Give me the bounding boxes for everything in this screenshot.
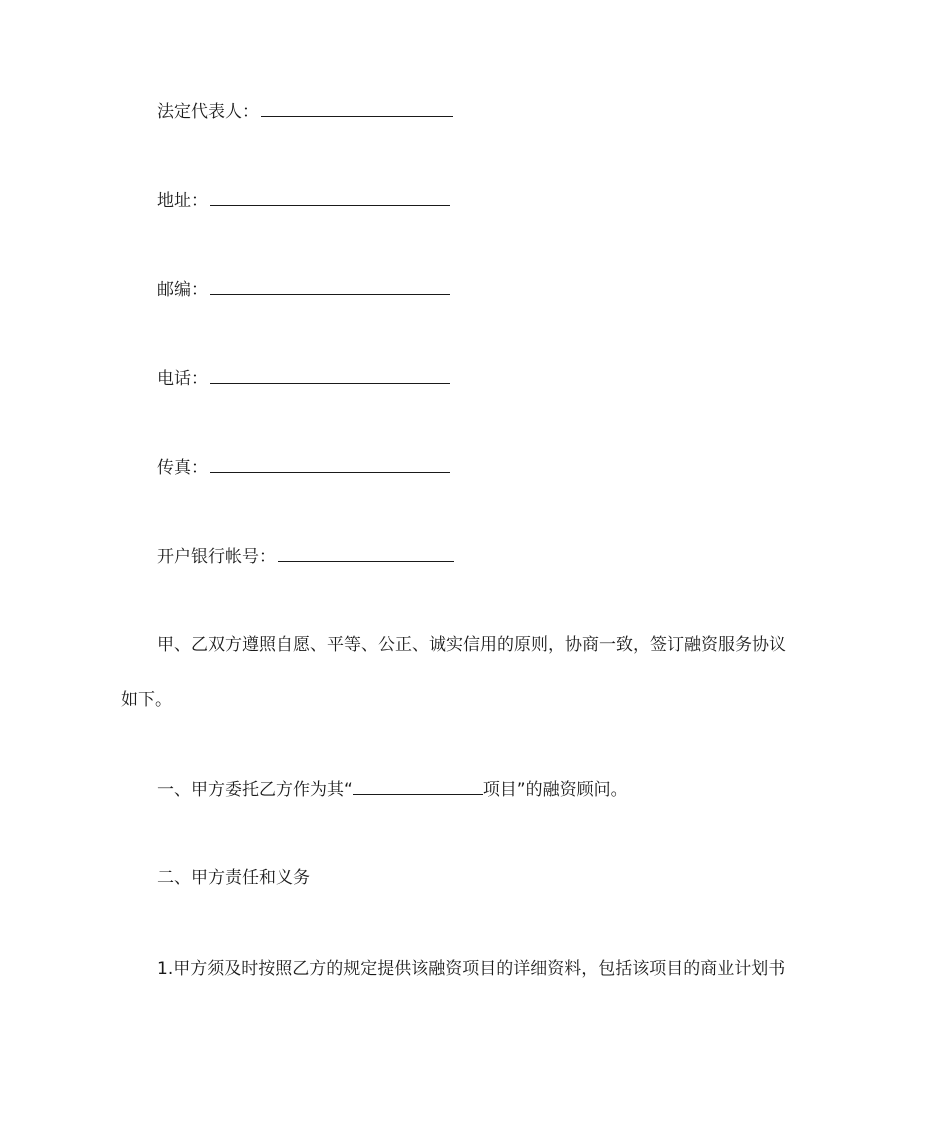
legal-rep-label: 法定代表人： [157, 102, 259, 122]
intro-paragraph-line-2: 如下。 [121, 690, 172, 710]
address-field [157, 188, 450, 213]
fax-field [157, 455, 450, 480]
clause-1-text-after: 项目”的融资顾问。 [482, 780, 628, 800]
postcode-label: 邮编： [157, 280, 208, 300]
legal-rep-field [157, 99, 453, 124]
bank-account-field [157, 544, 454, 569]
address-label: 地址： [157, 191, 208, 211]
address-blank [210, 188, 450, 206]
item-1-text: 1.甲方须及时按照乙方的规定提供该融资项目的详细资料，包括该项目的商业计划书 [157, 959, 786, 979]
clause-1-text-before: 一、甲方委托乙方作为其“ [157, 780, 353, 800]
fax-blank [210, 455, 450, 473]
clause-1 [157, 777, 628, 802]
clause-2-heading: 二、甲方责任和义务 [157, 868, 310, 888]
postcode-blank [210, 277, 450, 295]
intro-paragraph-line-1: 甲、乙双方遵照自愿、平等、公正、诚实信用的原则，协商一致，签订融资服务协议 [157, 635, 786, 655]
phone-blank [210, 366, 450, 384]
postcode-field [157, 277, 450, 302]
project-name-blank [353, 777, 483, 795]
fax-label: 传真： [157, 458, 208, 478]
phone-label: 电话： [157, 369, 208, 389]
phone-field [157, 366, 450, 391]
bank-account-label: 开户银行帐号： [157, 547, 276, 567]
legal-rep-blank [261, 99, 453, 117]
bank-account-blank [278, 544, 454, 562]
